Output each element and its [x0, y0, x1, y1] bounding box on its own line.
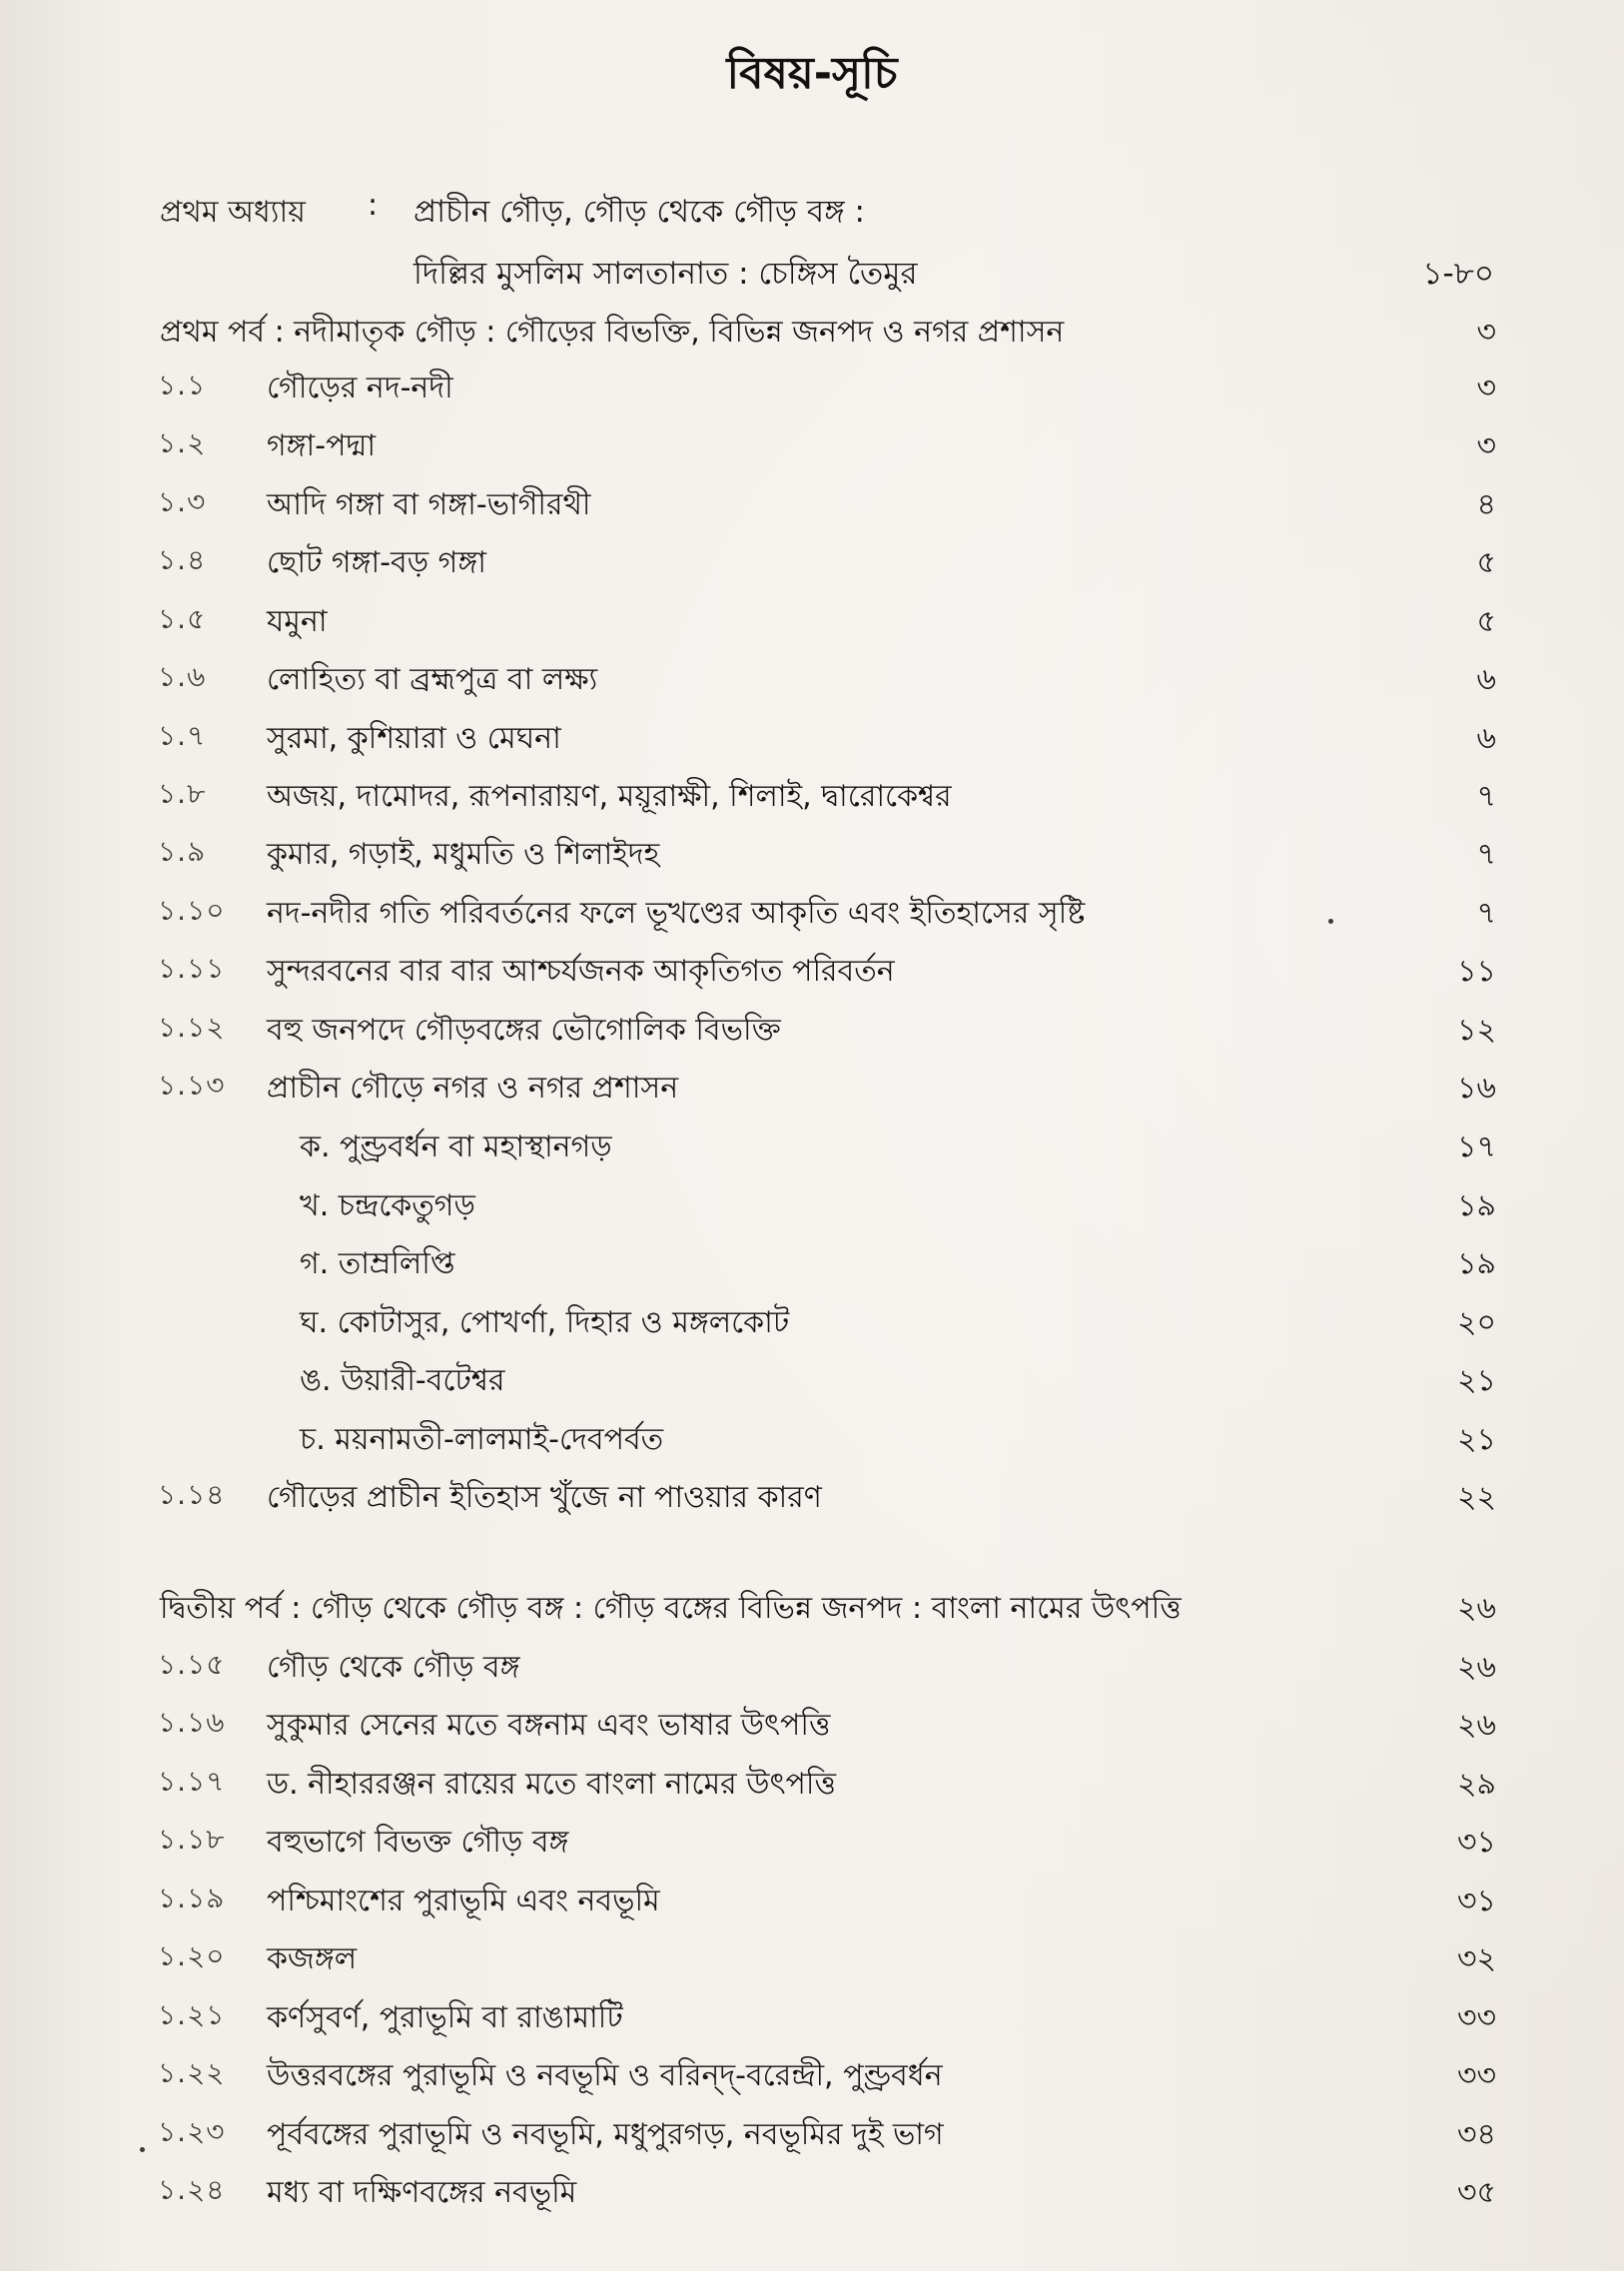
page-number: ২১ [1457, 1422, 1496, 1457]
page-number: ২১ [1457, 1363, 1496, 1398]
section-title: অজয়, দামোদর, রূপনারায়ণ, ময়ূরাক্ষী, শিলাই, দ্বারোকেশ্বর [267, 779, 952, 814]
section-title: গৌড়ের প্রাচীন ইতিহাস খুঁজে না পাওয়ার কারণ [267, 1480, 822, 1515]
page-number: ২০ [1456, 1305, 1496, 1340]
section-title: সুকুমার সেনের মতে বঙ্গনাম এবং ভাষার উৎপত্তি [267, 1708, 831, 1743]
part-title: দ্বিতীয় পর্ব : গৌড় থেকে গৌড় বঙ্গ : গৌড় বঙ্গের বিভিন্ন জনপদ : বাংলা নামের উৎপত্তি [160, 1591, 1182, 1626]
section-number: ১.১৯ [158, 1882, 226, 1914]
toc-entry [0, 2168, 1624, 2218]
page-number: ৬ [1476, 662, 1496, 697]
section-number: ১.৭ [158, 719, 207, 752]
section-title: মধ্য বা দক্ষিণবঙ্গের নবভূমি [267, 2175, 577, 2210]
page-number: ৭ [1476, 837, 1496, 872]
section-number: ১.১৪ [158, 1478, 226, 1511]
chapter-label: প্রথম অধ্যায় [160, 195, 306, 230]
section-number: ১.১১ [158, 952, 226, 985]
toc-entry [0, 1818, 1624, 1868]
subsection-title: গ. তাম্রলিপ্তি [300, 1246, 455, 1281]
page-number: ৭ [1476, 779, 1496, 814]
section-number: ১.৪ [158, 543, 207, 576]
toc-entry [0, 1064, 1624, 1114]
section-title: গৌড়ের নদ-নদী [267, 371, 453, 405]
page-number: ৩ [1476, 371, 1496, 405]
section-number: ১.২ [158, 426, 207, 459]
page-number: ৩১ [1457, 1884, 1496, 1918]
toc-entry [0, 597, 1624, 647]
toc-entry [0, 1473, 1624, 1523]
section-title: কুমার, গড়াই, মধুমতি ও শিলাইদহ [267, 837, 660, 872]
toc-entry [0, 1877, 1624, 1926]
page-number: ৫ [1476, 545, 1496, 580]
section-number: ১.১৮ [158, 1823, 226, 1856]
subsection-title: চ. ময়নামতী-লালমাই-দেবপর্বত [300, 1422, 664, 1457]
chapter-page-range: ১-৮০ [1422, 256, 1494, 292]
page-number: ৩ [1476, 428, 1496, 463]
section-number: ১.৩ [158, 485, 207, 518]
toc-entry [0, 655, 1624, 705]
section-title: পূর্ববঙ্গের পুরাভূমি ও নবভূমি, মধুপুরগড়, নবভূমির দুই ভাগ [267, 2117, 944, 2152]
toc-entry [0, 1993, 1624, 2043]
toc-entry [0, 2110, 1624, 2160]
page-number: ২৬ [1456, 1708, 1496, 1743]
page-number: ২৬ [1456, 1650, 1496, 1685]
page-number: ১৬ [1457, 1071, 1496, 1106]
part-title: প্রথম পর্ব : নদীমাতৃক গৌড় : গৌড়ের বিভক্তি, বিভিন্ন জনপদ ও নগর প্রশাসন [160, 315, 1065, 350]
page-number: ১৯ [1457, 1188, 1496, 1223]
toc-entry [0, 480, 1624, 530]
page-number: ১৯ [1457, 1246, 1496, 1281]
section-title: পশ্চিমাংশের পুরাভূমি এবং নবভূমি [267, 1884, 660, 1918]
chapter-colon: : [368, 188, 379, 223]
section-title: বহুভাগে বিভক্ত গৌড় বঙ্গ [267, 1825, 569, 1860]
section-title: ছোট গঙ্গা-বড় গঙ্গা [267, 545, 486, 580]
page-number: ৪ [1476, 487, 1496, 522]
toc-entry [0, 772, 1624, 822]
section-title: নদ-নদীর গতি পরিবর্তনের ফলে ভূখণ্ডের আকৃতি এবং ইতিহাসের সৃষ্টি [267, 896, 1086, 931]
section-title: আদি গঙ্গা বা গঙ্গা-ভাগীরথী [267, 487, 591, 522]
toc-entry [0, 364, 1624, 413]
page-number: ১৭ [1457, 1130, 1496, 1164]
page-number: ৩৪ [1457, 2117, 1496, 2152]
section-title: গঙ্গা-পদ্মা [267, 428, 377, 463]
page-number: ৩৩ [1456, 2058, 1496, 2093]
section-title: কজঙ্গল [267, 1941, 358, 1976]
toc-subentry [0, 1415, 1624, 1465]
section-number: ১.১৭ [158, 1765, 226, 1798]
subsection-title: ঘ. কোটাসুর, পোখর্ণা, দিহার ও মঙ্গলকোট [300, 1305, 790, 1340]
section-number: ১.৫ [158, 602, 207, 635]
page-number: ৩১ [1457, 1825, 1496, 1860]
toc-subentry [0, 1298, 1624, 1348]
section-number: ১.৯ [158, 835, 207, 868]
toc-entry [0, 421, 1624, 471]
page-number: ৩ [1476, 315, 1496, 350]
toc-subentry [0, 1356, 1624, 1406]
section-number: ১.২৩ [158, 2115, 226, 2148]
section-number: ১.২৪ [158, 2173, 226, 2206]
subsection-title: খ. চন্দ্রকেতুগড় [300, 1188, 475, 1223]
toc-subentry [0, 1181, 1624, 1231]
page-number: ৩৩ [1456, 2000, 1496, 2035]
page-number: ১১ [1457, 954, 1496, 989]
toc-entry [0, 1643, 1624, 1693]
section-number: ১.১৩ [158, 1069, 226, 1102]
page-number: ৬ [1476, 721, 1496, 756]
toc-entry [0, 538, 1624, 588]
section-title: বহু জনপদে গৌড়বঙ্গের ভৌগোলিক বিভক্তি [267, 1013, 781, 1048]
page-number: ২৯ [1457, 1767, 1496, 1802]
section-number: ১.১২ [158, 1011, 226, 1044]
section-title: যমুনা [267, 604, 328, 639]
page-number: ২২ [1456, 1480, 1496, 1515]
section-number: ১.২০ [158, 1939, 226, 1972]
section-number: ১.২১ [158, 1998, 226, 2031]
toc-entry [0, 1760, 1624, 1810]
section-title: সুরমা, কুশিয়ারা ও মেঘনা [267, 721, 561, 756]
toc-subentry [0, 1239, 1624, 1289]
page-number: ৩৫ [1457, 2175, 1496, 2210]
section-number: ১.১৬ [158, 1706, 226, 1739]
chapter-title-line2: দিল্লির মুসলিম সালতানাত : চেঙ্গিস তৈমুর [413, 256, 918, 292]
section-title: কর্ণসুবর্ণ, পুরাভূমি বা রাঙামাটি [267, 2000, 623, 2035]
subsection-title: ঙ. উয়ারী-বটেশ্বর [300, 1363, 505, 1398]
page-number: ৩২ [1456, 1941, 1496, 1976]
section-number: ১.২২ [158, 2056, 226, 2089]
page-number: ১২ [1457, 1013, 1496, 1048]
ink-speck [140, 2147, 145, 2152]
section-title: উত্তরবঙ্গের পুরাভূমি ও নবভূমি ও বরিন্দ্-বরেন্দ্রী, পুণ্ড্রবর্ধন [267, 2058, 943, 2093]
section-title: গৌড় থেকে গৌড় বঙ্গ [267, 1650, 520, 1685]
toc-subentry [0, 1123, 1624, 1172]
subsection-title: ক. পুণ্ড্রবর্ধন বা মহাস্থানগড় [300, 1130, 612, 1164]
chapter-title-line1: প্রাচীন গৌড়, গৌড় থেকে গৌড় বঙ্গ : [413, 194, 865, 230]
part-heading [0, 1584, 1624, 1634]
section-number: ১.৬ [158, 660, 207, 693]
toc-entry [0, 1006, 1624, 1056]
section-title: প্রাচীন গৌড়ে নগর ও নগর প্রশাসন [267, 1071, 679, 1106]
part-heading [0, 308, 1624, 358]
section-title: লোহিত্য বা ব্রহ্মপুত্র বা লক্ষ্য [267, 662, 598, 697]
page-number: ২৬ [1456, 1591, 1496, 1626]
toc-entry [0, 889, 1624, 939]
toc-entry [0, 1934, 1624, 1984]
toc-entry [0, 830, 1624, 880]
page-number: ৫ [1476, 604, 1496, 639]
toc-entry [0, 714, 1624, 764]
toc-entry [0, 1701, 1624, 1751]
section-title: সুন্দরবনের বার বার আশ্চর্যজনক আকৃতিগত পরিবর্তন [267, 954, 895, 989]
section-number: ১.১৫ [158, 1648, 226, 1681]
section-number: ১.১ [158, 369, 207, 401]
ink-speck [1328, 919, 1333, 924]
section-number: ১.৮ [158, 777, 207, 810]
toc-entry [0, 2051, 1624, 2101]
page-title: বিষয়-সূচি [726, 48, 898, 99]
toc-entry [0, 947, 1624, 997]
page-number: ৭ [1476, 896, 1496, 931]
section-number: ১.১০ [158, 894, 226, 927]
section-title: ড. নীহাররঞ্জন রায়ের মতে বাংলা নামের উৎপত্তি [267, 1767, 836, 1802]
